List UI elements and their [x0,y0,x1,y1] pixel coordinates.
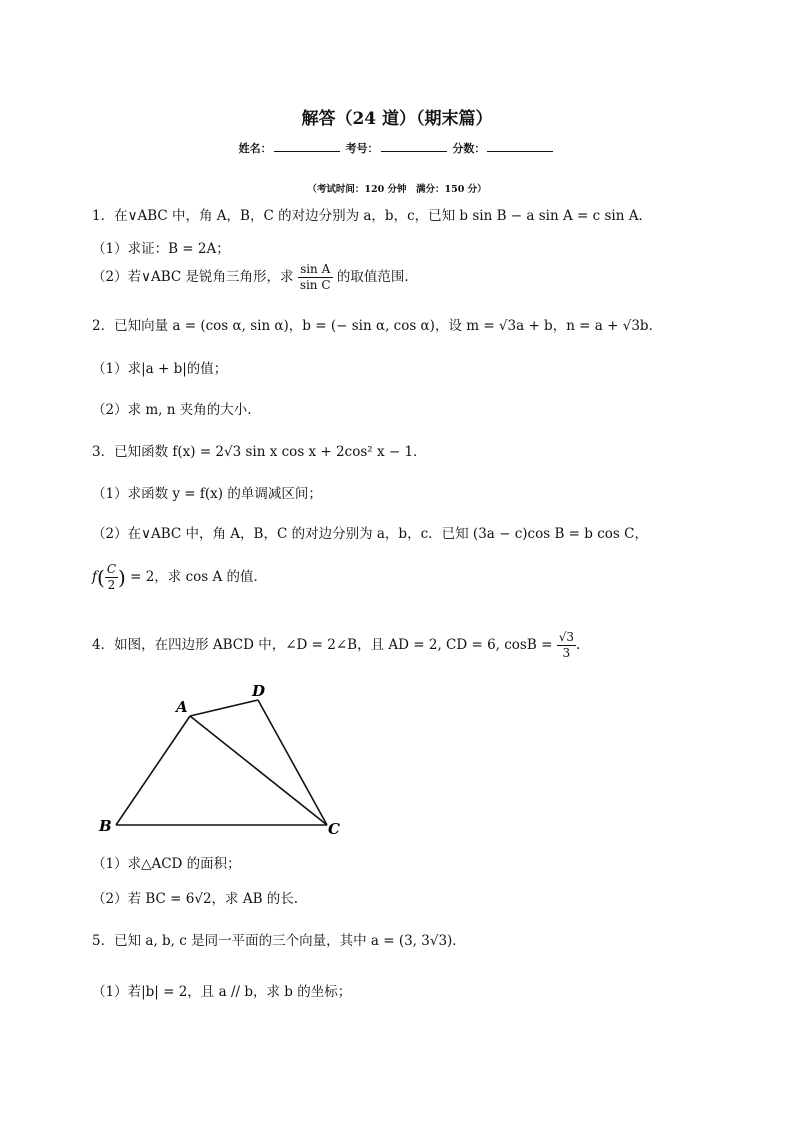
name-blank [274,140,340,152]
q1-part2-end: 的取值范围． [336,269,418,285]
q5-stem: 5．已知 a, b, c 是同一平面的三个向量，其中 a = (3, 3√3)． [92,933,466,949]
quadrilateral-figure [90,678,360,848]
q3-fraction [105,562,118,593]
q4-fraction [557,630,576,661]
diagonal-ac [190,716,327,825]
edge-dc [258,700,327,825]
q4-part2: （2）若 BC = 6√2，求 AB 的长. [92,891,299,907]
q4-stem [92,630,580,661]
q1-stem: 1．在∨ABC 中，角 A，B，C 的对边分别为 a，b，c，已知 b sin B − a sin A = c sin A． [92,208,652,224]
exam-time-note: （考试时间：120 分钟 满分：150 分） [307,184,487,195]
q3-part2-end: = 2，求 cos A 的值． [125,569,268,585]
vertex-label-a: A [176,698,188,716]
vertex-label-c: C [328,820,340,838]
q4-frac-den: 3 [562,646,571,660]
q1-part2 [92,262,418,293]
q1-fraction [298,262,333,293]
page-title: 解答（24 道）（期末篇） [301,109,493,129]
q2-stem: 2．已知向量 a = (cos α, sin α)，b = (− sin α, cos α)，设 m = √3a + b，n = a + √3b． [92,318,663,334]
q4-part1: （1）求△ACD 的面积； [92,856,241,872]
q4-stem-end: . [575,637,581,653]
q3-frac-num: C [106,562,116,576]
q4-stem-text: 4．如图，在四边形 ABCD 中，∠D = 2∠B，且 AD = 2, CD = 6, cosB = [92,637,557,653]
q3-part2-cont: f( $\frac{C}{2}$ ) = 2，求 cos A 的值． [92,562,268,592]
q1-frac-den: sin C [299,278,331,292]
q3-part1: （1）求函数 y = f(x) 的单调减区间； [92,486,322,502]
score-blank [487,140,553,152]
q2-part2: （2）求 m, n 夹角的大小. [92,402,252,418]
q1-part1: （1）求证：B = 2A； [92,241,230,257]
edge-ad [190,700,258,716]
q3-frac-den: 2 [107,578,116,592]
name-label: 姓名： [238,142,272,155]
q3-stem: 3．已知函数 f(x) = 2√3 sin x cos x + 2cos² x − 1． [92,444,427,460]
vertex-label-b: B [99,817,112,835]
q3-part2: （2）在∨ABC 中，角 A，B，C 的对边分别为 a，b，c．已知 (3a − c)cos B = b cos C， [92,526,648,542]
exam-no-label: 考号： [345,142,379,155]
exam-no-blank [381,140,447,152]
q1-frac-num: sin A [298,262,333,278]
edge-ab [116,716,190,825]
score-label: 分数： [452,142,486,155]
vertex-label-d: D [252,682,266,700]
q4-frac-num: √3 [558,630,574,644]
q2-part1: （1）求|a + b|的值； [92,361,228,377]
q5-part1: （1）若|b| = 2，且 a // b，求 b 的坐标； [92,984,352,1000]
q1-part2-text: （2）若∨ABC 是锐角三角形，求 [92,269,294,285]
student-info-line [0,140,794,156]
q3-f: f [92,569,97,585]
